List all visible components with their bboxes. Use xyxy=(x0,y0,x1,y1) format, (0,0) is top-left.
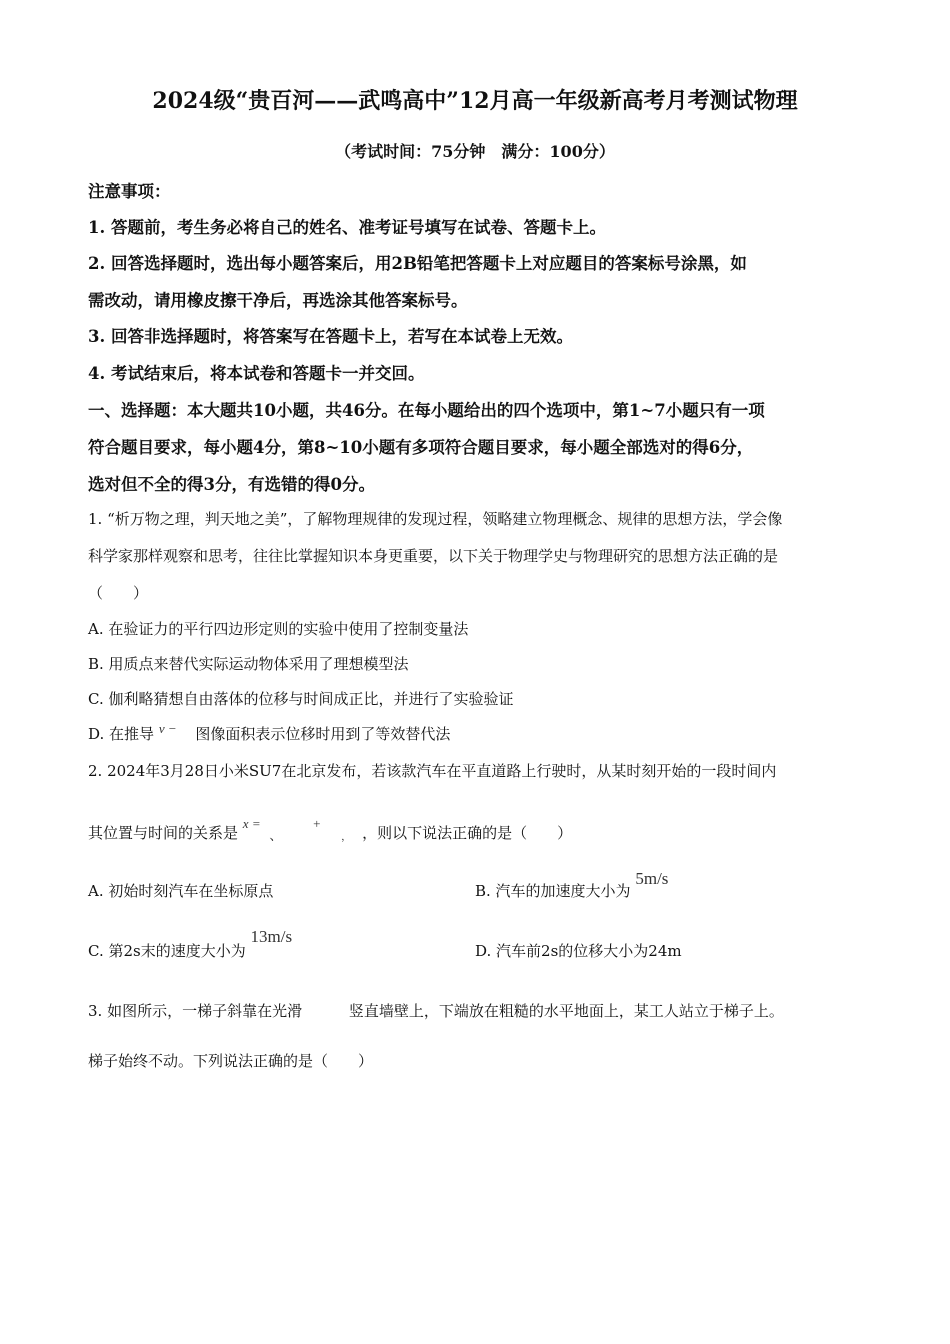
q1-option-b: B. 用质点来替代实际运动物体采用了理想模型法 xyxy=(88,655,409,673)
q2-stem-line-1: 2. 2024年3月28日小米SU7在北京发布，若该款汽车在平直道路上行驶时，从某时刻开始的一段时间内 xyxy=(88,762,777,780)
q2-option-c xyxy=(88,927,293,961)
q3-stem-a: 3. 如图所示，一梯子斜靠在光滑 xyxy=(88,1002,303,1020)
q2-formula-tail: ， xyxy=(341,832,352,843)
q2-formula-plus: + xyxy=(313,816,321,831)
notice-heading: 注意事项： xyxy=(88,182,171,201)
q1-option-d-pre: D. 在推导 xyxy=(88,725,155,743)
exam-info: （考试时间：75分钟 满分：100分） xyxy=(335,142,615,161)
q1-stem-line-1: 1. “析万物之理，判天地之美”，了解物理规律的发现过程，领略建立物理概念、规律的思想方法，学会像 xyxy=(88,510,783,528)
q2-option-d: D. 汽车前2s的位移大小为24m xyxy=(475,942,682,960)
q3-stem-line-2: 梯子始终不动。下列说法正确的是（ ） xyxy=(88,1052,374,1070)
section-1-line-1: 一、选择题：本大题共10小题，共46分。在每小题给出的四个选项中，第1~7小题只有一项 xyxy=(88,401,765,420)
notice-item-3: 3. 回答非选择题时，将答案写在答题卡上，若写在本试卷上无效。 xyxy=(88,327,573,346)
q1-option-c: C. 伽利略猜想自由落体的位移与时间成正比，并进行了实验验证 xyxy=(88,690,514,708)
notice-item-4: 4. 考试结束后，将本试卷和答题卡一并交回。 xyxy=(88,364,425,383)
q1-option-d xyxy=(88,723,450,744)
q2-option-a: A. 初始时刻汽车在坐标原点 xyxy=(88,882,274,900)
q2-stem-line-2 xyxy=(88,816,573,843)
section-1-line-3: 选对但不全的得3分，有选错的得0分。 xyxy=(88,475,375,494)
q2-option-c-pre: C. 第2s末的速度大小为 xyxy=(88,942,246,960)
q1-option-d-post: 图像面积表示位移时用到了等效替代法 xyxy=(195,725,451,743)
page-title: 2024级“贵百河——武鸣高中”12月高一年级新高考月考测试物理 xyxy=(152,88,798,114)
q2-stem-pre: 其位置与时间的关系是 xyxy=(88,824,239,842)
q1-stem-line-2: 科学家那样观察和思考，往往比掌握知识本身更重要，以下关于物理学史与物理研究的思想方法正确的是 xyxy=(88,547,779,565)
q2-option-b-pre: B. 汽车的加速度大小为 xyxy=(475,882,631,900)
q1-blank: （ ） xyxy=(88,584,149,602)
notice-item-1: 1. 答题前，考生务必将自己的姓名、准考证号填写在试卷、答题卡上。 xyxy=(88,218,606,237)
q2-option-b-math: 5m/s xyxy=(635,869,669,888)
q2-option-c-math: 13m/s xyxy=(250,927,293,946)
q1-option-a: A. 在验证力的平行四边形定则的实验中使用了控制变量法 xyxy=(88,620,469,638)
q2-formula-sep: 、 xyxy=(269,828,283,843)
q2-formula-x: x = xyxy=(242,816,261,831)
q2-option-b xyxy=(475,869,669,901)
notice-item-2: 2. 回答选择题时，选出每小题答案后，用2B铅笔把答题卡上对应题目的答案标号涂黑，如 xyxy=(88,254,747,273)
notice-item-2-cont: 需改动，请用橡皮擦干净后，再选涂其他答案标号。 xyxy=(88,291,468,310)
section-1-line-2: 符合题目要求，每小题4分，第8~10小题有多项符合题目要求，每小题全部选对的得6分， xyxy=(88,438,754,457)
q3-stem-b: 竖直墙壁上，下端放在粗糙的水平地面上，某工人站立于梯子上。 xyxy=(348,1002,784,1020)
q2-stem-post: ，则以下说法正确的是（ ） xyxy=(362,824,573,842)
q1-option-d-math: v − xyxy=(158,721,177,736)
q3-stem-line-1 xyxy=(88,1000,784,1021)
